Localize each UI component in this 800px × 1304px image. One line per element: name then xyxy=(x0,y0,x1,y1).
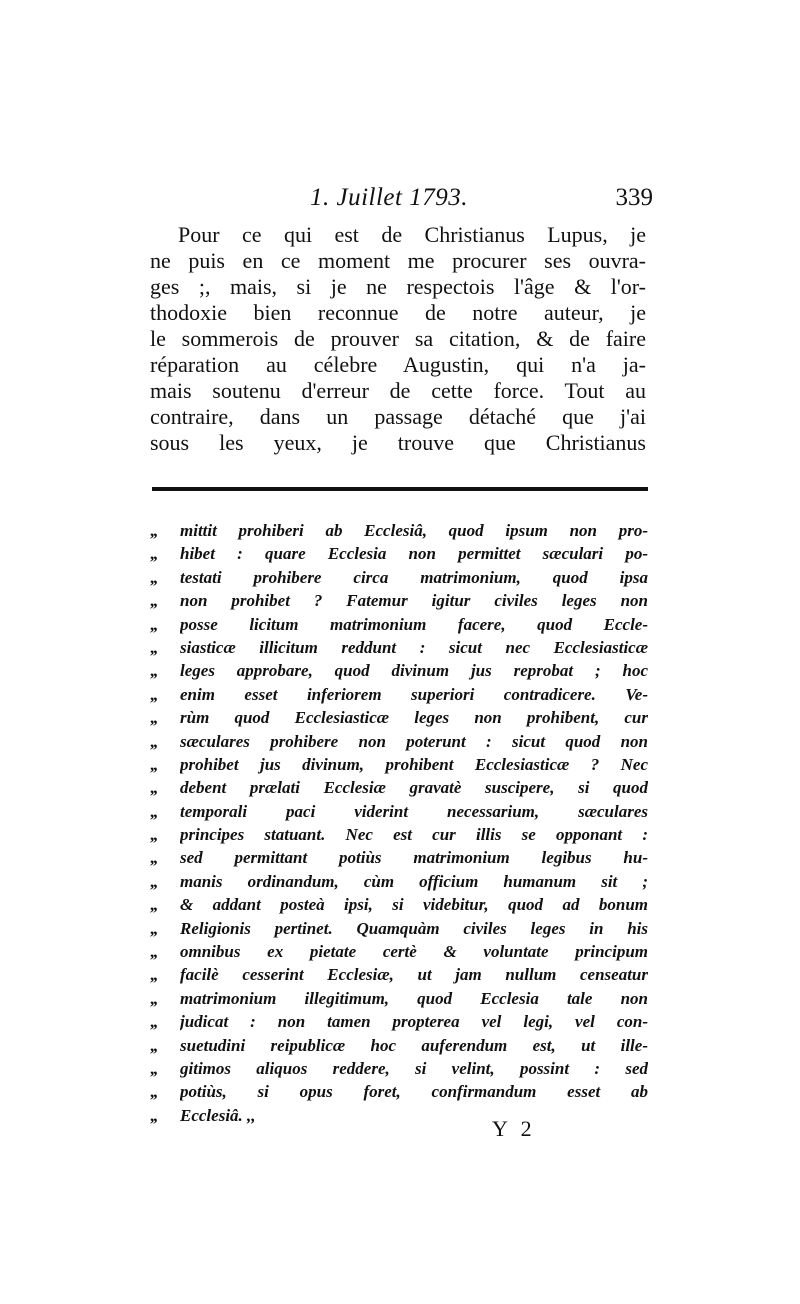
footnote-text: Religionis pertinet. Quamquàm civiles leges in his xyxy=(180,918,648,938)
footnote-line xyxy=(150,1104,648,1127)
footnote-line xyxy=(150,566,648,589)
footnote-line xyxy=(150,776,648,799)
footnote-line xyxy=(150,823,648,846)
quote-mark: ,, xyxy=(150,614,157,634)
body-line: le sommerois de prouver sa citation, & de faire xyxy=(150,326,646,351)
quote-mark: ,, xyxy=(150,848,157,868)
footnote-line xyxy=(150,706,648,729)
body-paragraph xyxy=(150,222,646,456)
footnote-text: principes statuant. Nec est cur illis se opponant : xyxy=(180,825,648,845)
footnote-text: debent prælati Ecclesiæ gravatè suscipere, si quod xyxy=(180,778,648,798)
body-line: thodoxie bien reconnue de notre auteur, je xyxy=(150,300,646,325)
quote-mark: ,, xyxy=(150,1012,157,1032)
footnote-line xyxy=(150,542,648,565)
quote-mark: ,, xyxy=(150,1105,157,1125)
footnote-line xyxy=(150,1080,648,1103)
footnote-line xyxy=(150,917,648,940)
footnote-text: non prohibet ? Fatemur igitur civiles leges non xyxy=(180,591,648,611)
footnote-text: manis ordinandum, cùm officium humanum sit ; xyxy=(180,871,648,891)
footnote-text: siasticæ illicitum reddunt : sicut nec Ecclesiasticæ xyxy=(180,637,648,657)
quote-mark: ,, xyxy=(150,988,157,1008)
footnote-line xyxy=(150,963,648,986)
footnote-text: facilè cesserint Ecclesiæ, ut jam nullum censeatur xyxy=(180,965,648,985)
footnote-text: suetudini reipublicæ hoc auferendum est, ut ille- xyxy=(180,1035,648,1055)
quote-mark: ,, xyxy=(150,521,157,540)
footnote-text: hibet : quare Ecclesia non permittet sæculari po- xyxy=(180,544,648,564)
body-line: sous les yeux, je trouve que Christianus xyxy=(150,430,646,455)
body-line: ne puis en ce moment me procurer ses ouvra- xyxy=(150,248,646,273)
running-head: 1. Juillet 1793. xyxy=(310,184,468,211)
quote-mark: ,, xyxy=(150,754,157,774)
page-header xyxy=(150,184,655,220)
footnote-text: testati prohibere circa matrimonium, quod ipsa xyxy=(180,567,648,587)
footnote-line xyxy=(150,870,648,893)
quote-mark: ,, xyxy=(150,942,157,962)
quote-mark: ,, xyxy=(150,1058,157,1078)
footnote-line xyxy=(150,800,648,823)
footnote-text: matrimonium illegitimum, quod Ecclesia tale non xyxy=(180,988,648,1008)
body-line: contraire, dans un passage détaché que j'ai xyxy=(150,404,646,429)
footnote-line xyxy=(150,636,648,659)
body-line: mais soutenu d'erreur de cette force. Tout au xyxy=(150,378,646,403)
quote-mark: ,, xyxy=(150,708,157,728)
page-number: 339 xyxy=(615,184,653,211)
footnote-text: prohibet jus divinum, prohibent Ecclesiasticæ ? Nec xyxy=(180,754,648,774)
quote-mark: ,, xyxy=(150,544,157,564)
footnote-text: sæculares prohibere non poterunt : sicut quod non xyxy=(180,731,648,751)
footnote-text: sed permittant potiùs matrimonium legibus hu- xyxy=(180,848,648,868)
footnote-text: judicat : non tamen propterea vel legi, vel con- xyxy=(180,1012,648,1032)
footnote-line xyxy=(150,987,648,1010)
footnote-text: gitimos aliquos reddere, si velint, possint : sed xyxy=(180,1058,648,1078)
quote-mark: ,, xyxy=(150,567,157,587)
quote-mark: ,, xyxy=(150,1035,157,1055)
footnote-text: mittit prohiberi ab Ecclesiâ, quod ipsum non pro- xyxy=(180,521,648,540)
quote-mark: ,, xyxy=(150,871,157,891)
footnote-text: potiùs, si opus foret, confirmandum esset ab xyxy=(180,1082,648,1102)
footnote-line xyxy=(150,846,648,869)
body-line: ges ;, mais, si je ne respectois l'âge & l'or- xyxy=(150,274,646,299)
footnote-text: rùm quod Ecclesiasticæ leges non prohibent, cur xyxy=(180,708,648,728)
footnote-divider-rule xyxy=(152,487,648,491)
footnote-line xyxy=(150,659,648,682)
footnote-text: posse licitum matrimonium facere, quod Eccle- xyxy=(180,614,648,634)
quote-mark: ,, xyxy=(150,918,157,938)
quote-mark: ,, xyxy=(150,825,157,845)
quote-mark: ,, xyxy=(150,895,157,915)
footnote-line xyxy=(150,753,648,776)
footnote-block xyxy=(150,519,648,1127)
footnote-text: enim esset inferiorem superiori contradicere. Ve- xyxy=(180,684,648,704)
footnote-line xyxy=(150,613,648,636)
footnote-line xyxy=(150,730,648,753)
quote-mark: ,, xyxy=(150,637,157,657)
body-line: Pour ce qui est de Christianus Lupus, je xyxy=(178,222,646,247)
footnote-line xyxy=(150,893,648,916)
quote-mark: ,, xyxy=(150,965,157,985)
footnote-line xyxy=(150,589,648,612)
footnote-line xyxy=(150,519,648,542)
footnote-text: & addant posteà ipsi, si videbitur, quod ad bonum xyxy=(180,895,648,915)
quote-mark: ,, xyxy=(150,661,157,681)
footnote-text: temporali paci viderint necessarium, sæculares xyxy=(180,801,648,821)
quote-mark: ,, xyxy=(150,591,157,611)
quote-mark: ,, xyxy=(150,778,157,798)
footnote-line xyxy=(150,1057,648,1080)
footnote-line xyxy=(150,940,648,963)
footnote-text: Ecclesiâ. ,, xyxy=(180,1105,256,1125)
footnote-line xyxy=(150,1010,648,1033)
quote-mark: ,, xyxy=(150,1082,157,1102)
footnote-line xyxy=(150,683,648,706)
footnote-text: omnibus ex pietate certè & voluntate principum xyxy=(180,942,648,962)
quote-mark: ,, xyxy=(150,731,157,751)
signature-mark: Y 2 xyxy=(492,1116,536,1141)
quote-mark: ,, xyxy=(150,684,157,704)
quote-mark: ,, xyxy=(150,801,157,821)
footnote-line xyxy=(150,1034,648,1057)
body-line: réparation au célebre Augustin, qui n'a ja- xyxy=(150,352,646,377)
footnote-text: leges approbare, quod divinum jus reprobat ; hoc xyxy=(180,661,648,681)
